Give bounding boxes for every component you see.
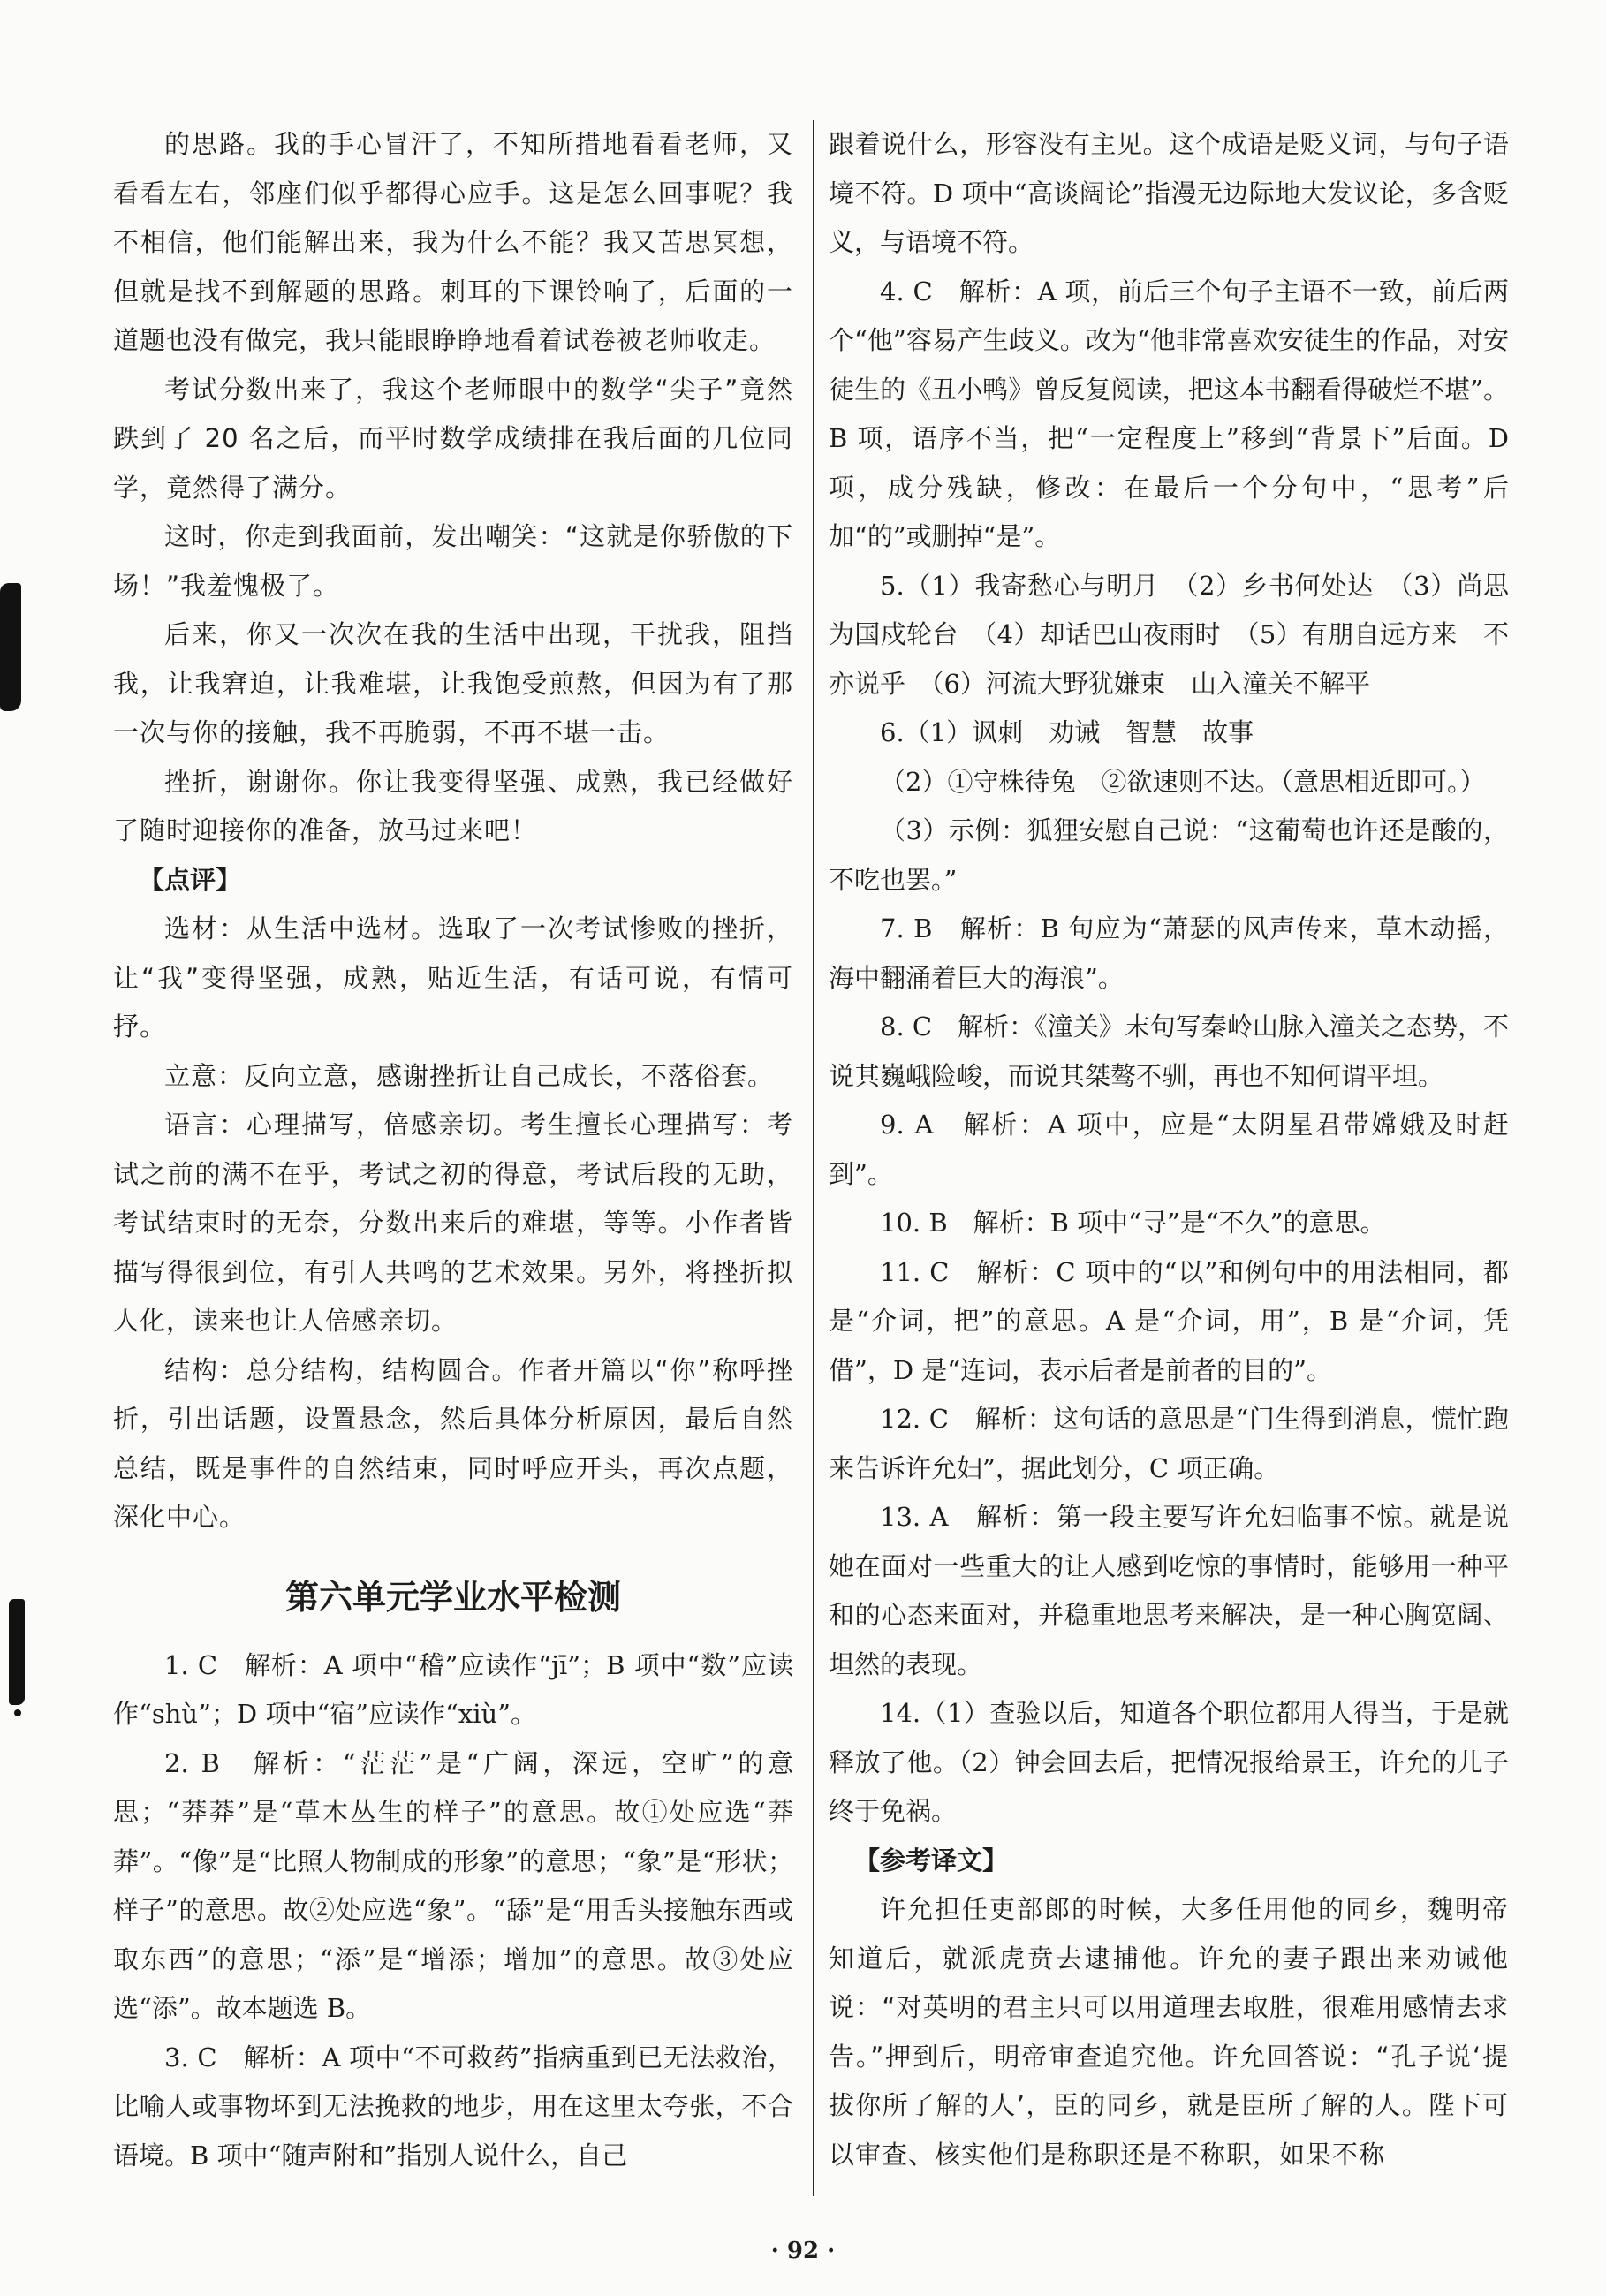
left-column xyxy=(113,120,793,2180)
answer-item: 9. A 解析：A 项中，应是“太阴星君带嫦娥及时赶到”。 xyxy=(829,1110,1509,1189)
comment-paragraph: 语言：心理描写，倍感亲切。考生擅长心理描写：考试之前的满不在乎，考试之初的得意，考试后段的无助，考试结束时的无奈，分数出来后的难堪，等等。小作者皆描写得很到位，有引人共鸣的艺术效果。另外，将挫折拟人化，读来也让人倍感亲切。 xyxy=(113,1110,793,1336)
answer-item: 6.（1）讽刺 劝诫 智慧 故事 xyxy=(880,717,1254,747)
scan-mark xyxy=(14,1709,21,1716)
answer-item: 1. C 解析：A 项中“稽”应读作“jī”；B 项中“数”应读作“shù”；D 项中“宿”应读作“xiù”。 xyxy=(113,1649,793,1729)
essay-paragraph: 考试分数出来了，我这个老师眼中的数学“尖子”竟然跌到了 20 名之后，而平时数学成绩排在我后面的几位同学，竟然得了满分。 xyxy=(113,374,793,503)
answer-item: 8. C 解析：《潼关》末句写秦岭山脉入潼关之态势，不说其巍峨险峻，而说其桀骜不驯，再也不知何谓平坦。 xyxy=(829,1012,1509,1091)
column-divider xyxy=(813,120,814,2196)
page-number: · 92 · xyxy=(770,2238,836,2264)
answer-item: （2）①守株待兔 ②欲速则不达。（意思相近即可。） xyxy=(880,766,1486,797)
page xyxy=(113,120,1509,2196)
answer-item: 5.（1）我寄愁心与明月 （2）乡书何处达 （3）尚思为国戍轮台 （4）却话巴山夜雨时 （5）有朋自远方来 不亦说乎 （6）河流大野犹嫌束 山入潼关不解平 xyxy=(829,570,1509,699)
section-title: 第六单元学业水平检测 xyxy=(284,1577,621,1617)
answer-item: 10. B 解析：B 项中“寻”是“不久”的意思。 xyxy=(880,1208,1386,1238)
comment-label: 【点评】 xyxy=(139,864,242,895)
comment-paragraph: 立意：反向立意，感谢挫折让自己成长，不落俗套。 xyxy=(164,1060,775,1091)
answer-item: 跟着说什么，形容没有主见。这个成语是贬义词，与句子语境不符。D 项中“高谈阔论”指漫无边际地大发议论，多含贬义，与语境不符。 xyxy=(829,129,1509,257)
comment-paragraph: 选材：从生活中选材。选取了一次考试惨败的挫折，让“我”变得坚强，成熟，贴近生活，有话可说，有情可抒。 xyxy=(113,913,793,1042)
right-column xyxy=(829,120,1509,2179)
essay-paragraph: 后来，你又一次次在我的生活中出现，干扰我，阻挡我，让我窘迫，让我难堪，让我饱受煎熬，但因为有了那一次与你的接触，我不再脆弱，不再不堪一击。 xyxy=(113,619,793,747)
answer-item: 12. C 解析：这句话的意思是“门生得到消息，慌忙跑来告诉许允妇”，据此划分，C 项正确。 xyxy=(829,1404,1509,1483)
comment-paragraph: 结构：总分结构，结构圆合。作者开篇以“你”称呼挫折，引出话题，设置悬念，然后具体分析原因，最后自然总结，既是事件的自然结束，同时呼应开头，再次点题，深化中心。 xyxy=(113,1354,793,1532)
answer-item: 2. B 解析：“茫茫”是“广阔，深远，空旷”的意思；“莽莽”是“草木丛生的样子”的意思。故①处应选“莽莽”。“像”是“比照人物制成的形象”的意思；“象”是“形状；样子”的意思。故②处应选“象”。“舔”是“用舌头接触东西或取东西”的意思；“添”是“增添；增加”的意思。故③处应选“添”。故本题选 B。 xyxy=(113,1747,793,2023)
translation-paragraph: 许允担任吏部郎的时候，大多任用他的同乡，魏明帝知道后，就派虎贲去逮捕他。许允的妻子跟出来劝诫他说：“对英明的君主只可以用道理去取胜，很难用感情去求告。”押到后，明帝审查追究他。许允回答说：“孔子说‘提拔你所了解的人’，臣的同乡，就是臣所了解的人。陛下可以审查、核实他们是称职还是不称职，如果不称 xyxy=(829,1894,1509,2170)
answer-item: 13. A 解析：第一段主要写许允妇临事不惊。就是说她在面对一些重大的让人感到吃惊的事情时，能够用一种平和的心态来面对，并稳重地思考来解决，是一种心胸宽阔、坦然的表现。 xyxy=(829,1502,1509,1679)
essay-paragraph: 挫折，谢谢你。你让我变得坚强、成熟，我已经做好了随时迎接你的准备，放马过来吧！ xyxy=(113,766,793,845)
answer-item: 3. C 解析：A 项中“不可救药”指病重到已无法救治，比喻人或事物坏到无法挽救的地步，用在这里太夸张，不合语境。B 项中“随声附和”指别人说什么，自己 xyxy=(113,2042,793,2171)
scan-mark xyxy=(9,1599,25,1705)
essay-paragraph: 这时，你走到我面前，发出嘲笑：“这就是你骄傲的下场！”我羞愧极了。 xyxy=(113,521,793,601)
answer-item: 7. B 解析：B 句应为“萧瑟的风声传来，草木动摇，海中翻涌着巨大的海浪”。 xyxy=(829,913,1509,993)
translation-label: 【参考译文】 xyxy=(854,1845,1009,1875)
scan-mark xyxy=(0,583,21,711)
essay-paragraph: 的思路。我的手心冒汗了，不知所措地看看老师，又看看左右，邻座们似乎都得心应手。这是怎么回事呢？我不相信，他们能解出来，我为什么不能？我又苦思冥想，但就是找不到解题的思路。刺耳的下课铃响了，后面的一道题也没有做完，我只能眼睁睁地看着试卷被老师收走。 xyxy=(113,129,793,355)
answer-item: 4. C 解析：A 项，前后三个句子主语不一致，前后两个“他”容易产生歧义。改为“他非常喜欢安徒生的作品，对安徒生的《丑小鸭》曾反复阅读，把这本书翻看得破烂不堪”。B 项，语序不当，把“一定程度上”移到“背景下”后面。D 项，成分残缺，修改：在最后一个分句中，“思考”后加“的”或删掉“是”。 xyxy=(829,276,1509,551)
answer-item: 11. C 解析：C 项中的“以”和例句中的用法相同，都是“介词，把”的意思。A 是“介词，用”，B 是“介词，凭借”，D 是“连词，表示后者是前者的目的”。 xyxy=(829,1256,1509,1385)
answer-item: 14.（1）查验以后，知道各个职位都用人得当，于是就释放了他。（2）钟会回去后，把情况报给景王，许允的儿子终于免祸。 xyxy=(829,1698,1509,1826)
answer-item: （3）示例：狐狸安慰自己说：“这葡萄也许还是酸的，不吃也罢。” xyxy=(829,815,1509,895)
